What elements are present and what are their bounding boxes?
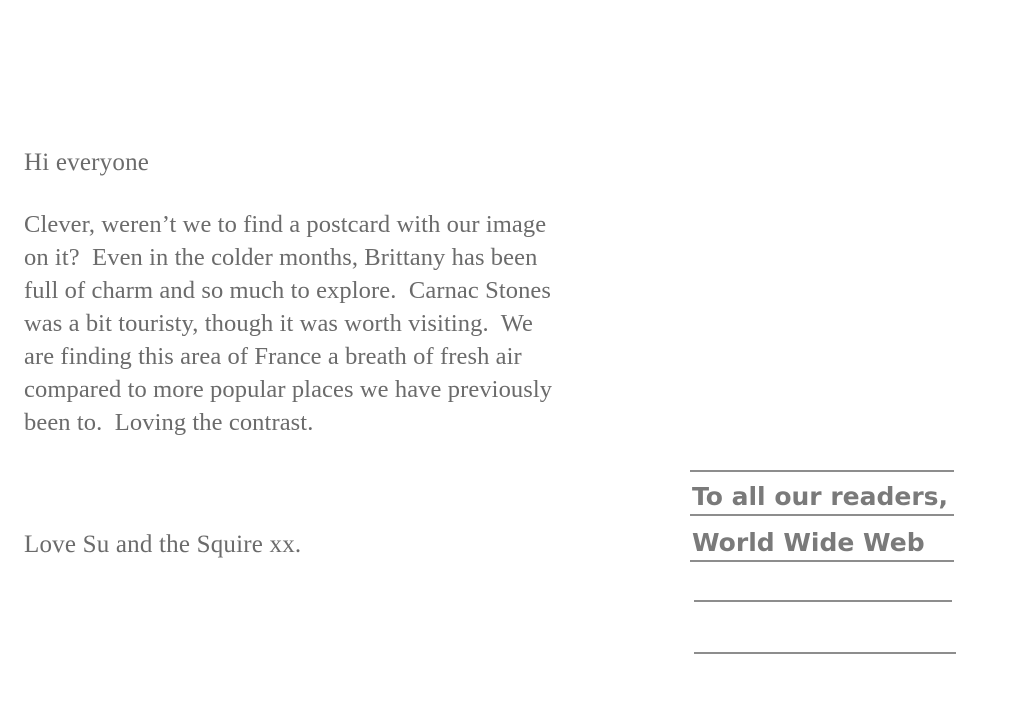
address-line-1-text: To all our readers, [692,482,949,511]
message-body [24,208,684,439]
message-area [24,146,684,439]
greeting-text: Hi everyone [24,149,150,176]
address-line-3 [690,562,954,610]
message-line: on it? Even in the colder months, Brittany has been [24,243,538,271]
message-line: compared to more popular places we have previously [24,375,553,403]
signoff-text: Love Su and the Squire xx. [24,531,302,558]
address-block [690,470,954,610]
address-line-2-text: World Wide Web [692,528,925,557]
message-line: been to. Loving the contrast. [24,408,314,436]
address-line-1 [690,470,954,516]
address-rule-4 [694,652,956,654]
message-line: Clever, weren’t we to find a postcard with our image [24,210,547,238]
message-line: full of charm and so much to explore. Carnac Stones [24,276,552,304]
address-rule-3 [694,600,952,602]
message-line: was a bit touristy, though it was worth visiting. We [24,309,533,337]
message-line: are finding this area of France a breath of fresh air [24,342,522,370]
address-line-2 [690,516,954,562]
